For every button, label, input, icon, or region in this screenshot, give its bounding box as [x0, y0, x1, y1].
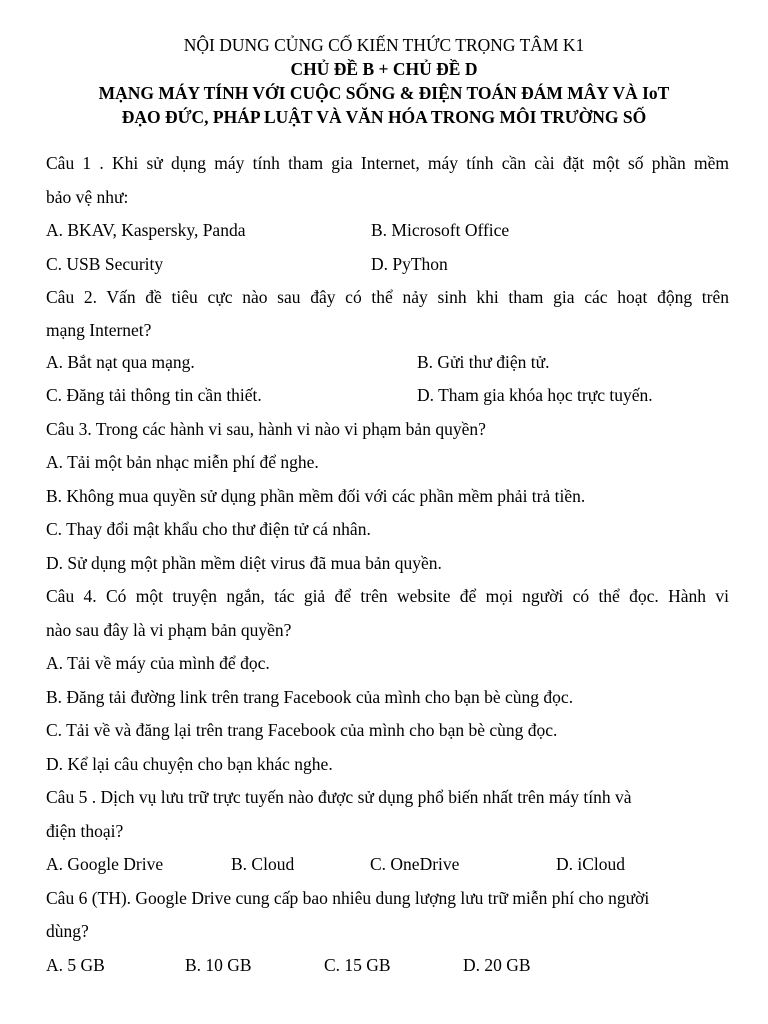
- question-3-option-d: D. Sử dụng một phần mềm diệt virus đã mua bản quyền.: [46, 552, 442, 573]
- question-4-option-c: C. Tải về và đăng lại trên trang Facebook của mình cho bạn bè cùng đọc.: [46, 720, 558, 740]
- question-4-text-line-2: nào sau đây là vi phạm bản quyền?: [46, 619, 292, 640]
- question-5-options-row: [46, 848, 729, 882]
- document-header: [0, 33, 768, 129]
- question-5-option-c: C. OneDrive: [370, 854, 460, 874]
- question-list: [46, 147, 729, 982]
- question-5-option-b: B. Cloud: [231, 854, 295, 874]
- question-2-option-c: C. Đăng tải thông tin cần thiết.: [46, 385, 262, 405]
- question-2: [46, 281, 729, 413]
- question-2-option-b: B. Gửi thư điện tử.: [417, 351, 550, 372]
- header-line-2: CHỦ ĐỀ B + CHỦ ĐỀ D: [290, 59, 478, 79]
- question-4-text-line-1: Câu 4. Có một truyện ngắn, tác giả để trên website để mọi người có thể đọc. Hành vi: [46, 586, 729, 606]
- question-2-text-line-1: Câu 2. Vấn đề tiêu cực nào sau đây có thể nảy sinh khi tham gia các hoạt động trên: [46, 287, 729, 307]
- question-5-text-line-1: Câu 5 . Dịch vụ lưu trữ trực tuyến nào được sử dụng phổ biến nhất trên máy tính và: [46, 787, 632, 807]
- question-3-option-a: A. Tải một bản nhạc miễn phí để nghe.: [46, 452, 319, 472]
- question-1-options-row-2: [46, 248, 729, 282]
- question-2-option-d: D. Tham gia khóa học trực tuyến.: [417, 385, 653, 405]
- question-6-option-d: D. 20 GB: [463, 954, 531, 975]
- question-6-option-b: B. 10 GB: [185, 954, 252, 975]
- question-4-option-d: D. Kể lại câu chuyện cho bạn khác nghe.: [46, 753, 333, 774]
- question-3: [46, 413, 729, 581]
- header-line-3: MẠNG MÁY TÍNH VỚI CUỘC SỐNG & ĐIỆN TOÁN ĐÁM MÂY VÀ IoT: [98, 83, 670, 103]
- question-5-text-line-2: điện thoại?: [46, 820, 124, 841]
- question-1-option-c: C. USB Security: [46, 253, 164, 274]
- question-1-text-line-1: Câu 1 . Khi sử dụng máy tính tham gia Internet, máy tính cần cài đặt một số phần mềm: [46, 153, 729, 173]
- question-3-text: Câu 3. Trong các hành vi sau, hành vi nào vi phạm bản quyền?: [46, 418, 486, 439]
- question-1-options-row-1: [46, 214, 729, 248]
- header-line-4: ĐẠO ĐỨC, PHÁP LUẬT VÀ VĂN HÓA TRONG MÔI TRƯỜNG SỐ: [121, 107, 647, 127]
- question-4: [46, 580, 729, 781]
- question-5-option-a: A. Google Drive: [46, 854, 164, 874]
- question-1-option-a: A. BKAV, Kaspersky, Panda: [46, 220, 246, 240]
- question-2-text-line-2: mạng Internet?: [46, 319, 152, 340]
- question-6: [46, 882, 729, 983]
- question-3-option-c: C. Thay đổi mật khẩu cho thư điện tử cá nhân.: [46, 519, 371, 539]
- question-2-options-row-1: [46, 346, 729, 380]
- question-4-option-b: B. Đăng tải đường link trên trang Facebook của mình cho bạn bè cùng đọc.: [46, 686, 574, 707]
- question-3-option-b: B. Không mua quyền sử dụng phần mềm đối với các phần mềm phải trả tiền.: [46, 485, 586, 506]
- question-6-option-c: C. 15 GB: [324, 954, 391, 975]
- question-6-options-row: [46, 949, 729, 983]
- question-6-option-a: A. 5 GB: [46, 954, 105, 975]
- header-line-1: NỘI DUNG CỦNG CỐ KIẾN THỨC TRỌNG TÂM K1: [183, 35, 585, 55]
- question-6-text-line-1: Câu 6 (TH). Google Drive cung cấp bao nhiêu dung lượng lưu trữ miễn phí cho người: [46, 887, 650, 908]
- question-1: [46, 147, 729, 281]
- question-4-option-a: A. Tải về máy của mình để đọc.: [46, 653, 270, 673]
- question-5-option-d: D. iCloud: [556, 854, 626, 874]
- question-6-text-line-2: dùng?: [46, 921, 89, 941]
- question-2-options-row-2: [46, 379, 729, 413]
- question-1-option-b: B. Microsoft Office: [371, 220, 510, 240]
- question-5: [46, 781, 729, 882]
- question-2-option-a: A. Bắt nạt qua mạng.: [46, 351, 195, 372]
- question-1-text-line-2: bảo vệ như:: [46, 186, 129, 207]
- question-1-option-d: D. PyThon: [371, 253, 448, 274]
